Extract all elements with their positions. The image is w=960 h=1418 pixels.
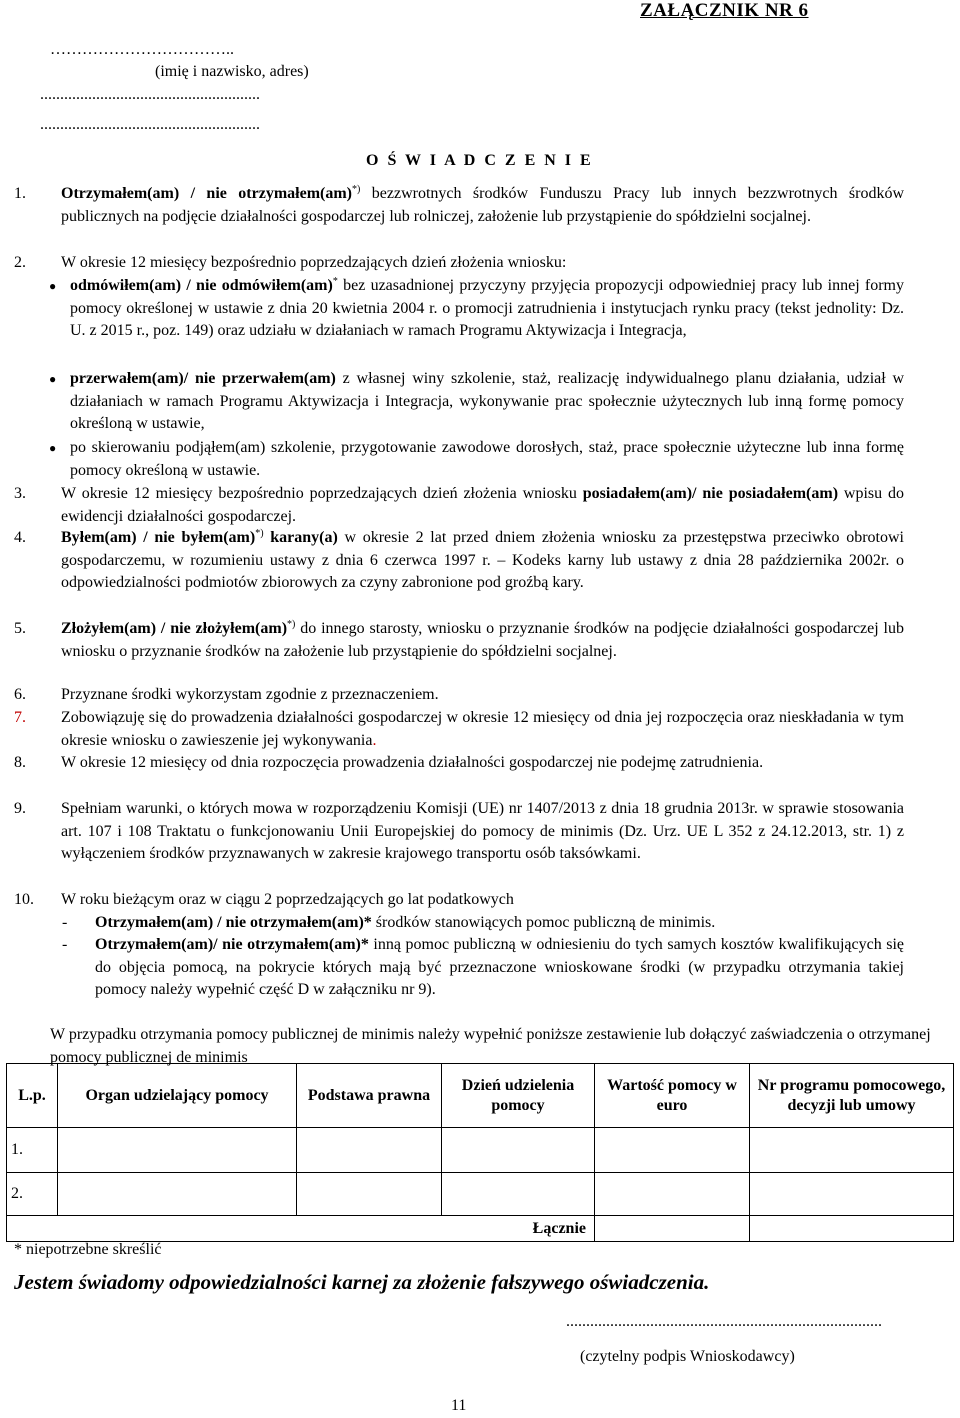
total-empty-cell [750,1216,954,1242]
col-program-number: Nr programu pomocowego, decyzji lub umowy [750,1064,954,1128]
item-2-intro: W okresie 12 miesięcy bezpośrednio poprzedzających dzień złożenia wniosku: [61,254,567,271]
dash-2-text: inną pomoc publiczną w odniesieniu do tych samych kosztów kwalifikujących się do objęcia pomocą, na pokrycie których mają być przeznaczone wnioskowane środki (w przypadku otrzymania takiej pomocy należy wypełnić część D w załączniku nr 9). [95,936,905,999]
dash-marker: - [62,936,68,953]
dash-1-bold: Otrzymałem(am) / nie otrzymałem(am)* [95,914,372,931]
signature-label: (czytelny podpis Wnioskodawcy) [580,1348,795,1365]
bullet-icon: ● [49,372,57,386]
item-5-sup: *) [287,619,296,630]
item-7-dot: . [372,731,377,749]
name-dots-line: …………………………….. [50,41,234,58]
item-7 [61,707,904,752]
item-1-text: bezzwrotnych środków Funduszu Pracy lub innych bezzwrotnych środków publicznych na podjęcie działalności gospodarczej lub rolniczej, założenie lub przystąpienie do spółdzielni socjalnej. [61,185,905,225]
bullet-1-sup: * [332,276,338,287]
table-cell[interactable] [58,1128,297,1173]
col-date: Dzień udzielenia pomocy [442,1064,595,1128]
col-legal-basis: Podstawa prawna [297,1064,442,1128]
address-dots-line-2: ....................................................... [40,116,260,133]
item-4-bold-2: karany(a) [270,529,338,546]
bullet-2-bold: przerwałem(am)/ nie przerwałem(am) [70,370,336,387]
dash-2-bold: Otrzymałem(am)/ nie otrzymałem(am)* [95,936,369,953]
table-cell[interactable] [442,1128,595,1173]
name-address-label: (imię i nazwisko, adres) [155,63,309,80]
page-number: 11 [451,1397,467,1414]
item-4 [61,527,904,595]
item-number-7: 7. [14,709,26,726]
col-lp: L.p. [7,1064,58,1128]
row-number: 1. [7,1128,58,1173]
item-number-4: 4. [14,529,26,546]
item-2-bullet-3: po skierowaniu podjąłem(am) szkolenie, przygotowanie zawodowe dorosłych, staż, prace społecznie użyteczne lub inna formę pomocy określoną w ustawie. [70,439,904,479]
item-9: Spełniam warunki, o których mowa w rozporządzeniu Komisji (UE) nr 1407/2013 z dnia 18 grudnia 2013r. w sprawie stosowania art. 107 i 108 Traktatu o funkcjonowaniu Unii Europejskiej do pomocy de minimis (Dz. Urz. UE L 352 z 24.12.2013, str. 1) z wyłączeniem środków przyznawanych w zakresie krajowego transportu osób taksówkami. [61,800,904,863]
item-number-2: 2. [14,254,26,271]
signature-dots: ............................................................................... [566,1313,882,1330]
annex-title: ZAŁĄCZNIK NR 6 [640,0,809,21]
table-total-row [7,1216,954,1242]
statement-heading: O Ś W I A D C Z E N I E [366,152,594,169]
item-1-sup: *) [352,184,361,195]
item-5-bold: Złożyłem(am) / nie złożyłem(am) [61,620,288,637]
table-row [7,1173,954,1216]
liability-declaration: Jestem świadomy odpowiedzialności karnej za złożenie fałszywego oświadczenia. [14,1270,710,1294]
de-minimis-note: W przypadku otrzymania pomocy publicznej de minimis należy wypełnić poniższe zestawienie lub dołączyć zaświadczenia o otrzymanej pomocy publicznej de minimis [50,1026,931,1066]
item-1 [61,183,904,228]
dash-marker: - [62,914,68,931]
table-cell[interactable] [750,1128,954,1173]
item-7-text: Zobowiązuję się do prowadzenia działalności gospodarczej w okresie 12 miesięcy od dnia jej rozpoczęcia oraz nieskładania w tym okresie wniosku o zawieszenie jej wykonywania [61,709,904,749]
bullet-2-text: z własnej winy szkolenie, staż, realizację indywidualnego planu działania, udział w działaniach w ramach Programu Aktywizacja i Integracja, wykonywanie prac społecznie użytecznych lub inną formę pomocy określoną w ustawie, [70,370,905,433]
item-number-3: 3. [14,485,26,502]
row-number: 2. [7,1173,58,1216]
table-cell[interactable] [595,1173,750,1216]
item-5 [61,618,904,663]
item-number-6: 6. [14,686,26,703]
aid-table [6,1063,954,1242]
item-10-dash-1 [95,912,904,935]
bullet-1-text: bez uzasadnionej przyczyny przyjęcia propozycji odpowiedniej pracy lub innej formy pomocy określonej w ustawie z dnia 20 kwietnia 2004 r. o promocji zatrudnienia i instytucjach rynku pracy (tekst jednolity: Dz. U. z 2015 r., poz. 149) oraz udziału w działaniach w ramach Programu Aktywizacja i Integracja, [70,277,905,340]
table-header-row [7,1064,954,1128]
table-cell[interactable] [442,1173,595,1216]
table-cell[interactable] [297,1173,442,1216]
item-5-text: do innego starosty, wniosku o przyznanie środków na podjęcie działalności gospodarczej lub wniosku o przyznanie środków na założenie lub przystąpienie do spółdzielni socjalnej. [61,620,905,660]
item-4-text: w okresie 2 lat przed dniem złożenia wniosku za przestępstwa przeciwko obrotowi gospodarczemu, w rozumieniu ustawy z dnia 6 czerwca 1997 r. – Kodeks karny lub ustawy z dnia 28 października 2002r. o odpowiedzialności podmiotów zbiorowych za czyny zabronione pod groźbą kary. [61,529,905,592]
address-dots-line-1: ....................................................... [40,86,260,103]
footnote: * niepotrzebne skreślić [14,1241,162,1258]
item-8: W okresie 12 miesięcy od dnia rozpoczęcia prowadzenia działalności gospodarczej nie podejmę zatrudnienia. [61,754,764,771]
item-2-bullet-1 [70,275,904,343]
item-number-10: 10. [14,891,34,908]
bullet-icon: ● [49,441,57,455]
item-3-bold: posiadałem(am)/ nie posiadałem(am) [582,485,839,502]
item-3 [61,483,904,528]
item-number-5: 5. [14,620,26,637]
total-label: Łącznie [7,1216,595,1242]
item-3-text: W okresie 12 miesięcy bezpośrednio poprzedzających dzień złożenia wniosku [61,485,577,502]
item-6: Przyznane środki wykorzystam zgodnie z przeznaczeniem. [61,686,439,703]
item-10-dash-2 [95,934,904,1002]
table-row [7,1128,954,1173]
item-1-bold: Otrzymałem(am) / nie otrzymałem(am) [61,185,353,202]
item-2-bullet-2 [70,368,904,436]
item-number-1: 1. [14,185,26,202]
col-organ: Organ udzielający pomocy [58,1064,297,1128]
table-cell[interactable] [297,1128,442,1173]
item-4-sup: *) [255,528,264,539]
item-10-intro: W roku bieżącym oraz w ciągu 2 poprzedzających go lat podatkowych [61,891,514,908]
item-4-bold: Byłem(am) / nie byłem(am) [61,529,256,546]
bullet-icon: ● [49,279,57,293]
table-cell[interactable] [595,1128,750,1173]
bullet-1-bold: odmówiłem(am) / nie odmówiłem(am) [70,277,333,294]
dash-1-text: środków stanowiących pomoc publiczną de minimis. [375,914,716,931]
table-cell[interactable] [58,1173,297,1216]
item-3-text2: wpisu do ewidencji działalności gospodarczej. [61,485,904,525]
table-cell[interactable] [750,1173,954,1216]
item-number-9: 9. [14,800,26,817]
item-number-8: 8. [14,754,26,771]
total-value-cell[interactable] [595,1216,750,1242]
col-value: Wartość pomocy w euro [595,1064,750,1128]
